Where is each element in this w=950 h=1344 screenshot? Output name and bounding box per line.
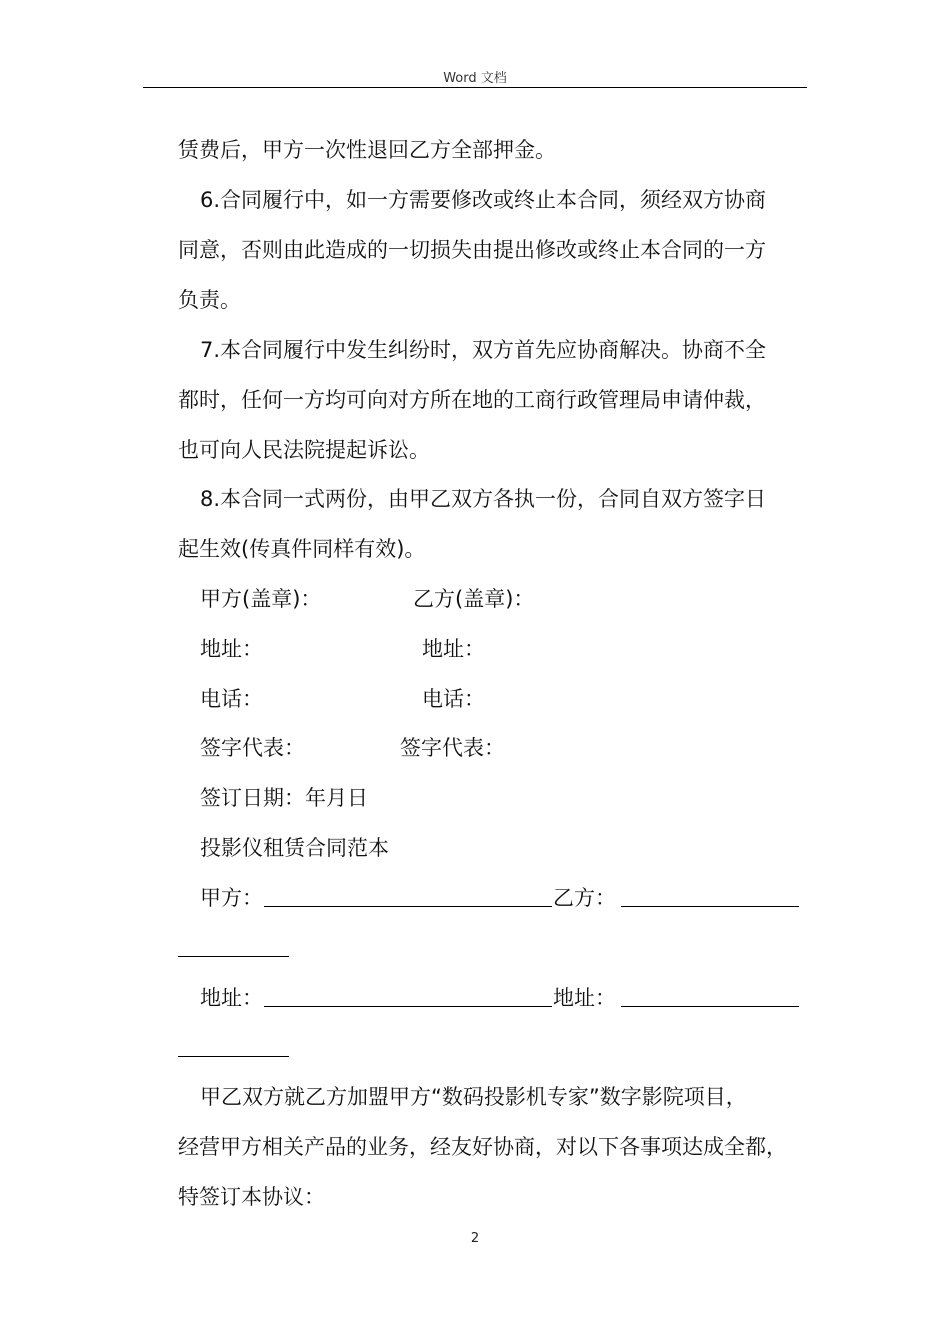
address-b-blank: [621, 984, 799, 1007]
party-b-phone-label: 电话：: [422, 687, 485, 711]
clause-6-line-3: 负责。: [178, 288, 241, 312]
page-header-title: Word 文档: [443, 71, 507, 86]
party-b-blank: [621, 884, 799, 907]
clause-7-line-1: 7.本合同履行中发生纠纷时，双方首先应协商解决。协商不全: [200, 338, 767, 362]
header-divider: [143, 87, 807, 88]
party-a-phone-label: 电话：: [200, 687, 263, 711]
clause-6-line-1: 6.合同履行中，如一方需要修改或终止本合同，须经双方协商: [200, 188, 767, 212]
address-b-label: 地址：: [553, 986, 616, 1010]
address-b-blank-continued: [178, 1034, 289, 1057]
clause-6-line-2: 同意，否则由此造成的一切损失由提出修改或终止本合同的一方: [178, 238, 766, 262]
party-a-blank: [264, 884, 552, 907]
text-line: 赁费后，甲方一次性退回乙方全部押金。: [178, 138, 556, 162]
clause-8-line-1: 8.本合同一式两份，由甲乙双方各执一份，合同自双方签字日: [200, 487, 767, 511]
party-a-label: 甲方：: [200, 886, 263, 910]
party-a-seal-label: 甲方(盖章)：: [200, 587, 322, 611]
contract-title: 投影仪租赁合同范本: [200, 836, 389, 860]
signing-date-label: 签订日期：年月日: [200, 786, 368, 810]
party-a-representative-label: 签字代表：: [200, 736, 305, 760]
party-b-blank-continued: [178, 934, 289, 957]
clause-8-line-2: 起生效(传真件同样有效)。: [178, 537, 426, 561]
party-b-representative-label: 签字代表：: [400, 736, 505, 760]
clause-7-line-2: 都时，任何一方均可向对方所在地的工商行政管理局申请仲裁，: [178, 388, 766, 412]
party-b-seal-label: 乙方(盖章)：: [413, 587, 535, 611]
party-b-address-label: 地址：: [422, 637, 485, 661]
party-a-address-label: 地址：: [200, 637, 263, 661]
address-a-label: 地址：: [200, 986, 263, 1010]
clause-7-line-3: 也可向人民法院提起诉讼。: [178, 438, 430, 462]
intro-line-2: 经营甲方相关产品的业务，经友好协商，对以下各事项达成全都，: [178, 1135, 787, 1159]
intro-line-1: 甲乙双方就乙方加盟甲方“数码投影机专家”数字影院项目，: [200, 1085, 747, 1109]
intro-line-3: 特签订本协议：: [178, 1185, 325, 1209]
page-number: 2: [470, 1231, 480, 1246]
address-a-blank: [264, 984, 552, 1007]
party-b-label: 乙方：: [553, 886, 616, 910]
